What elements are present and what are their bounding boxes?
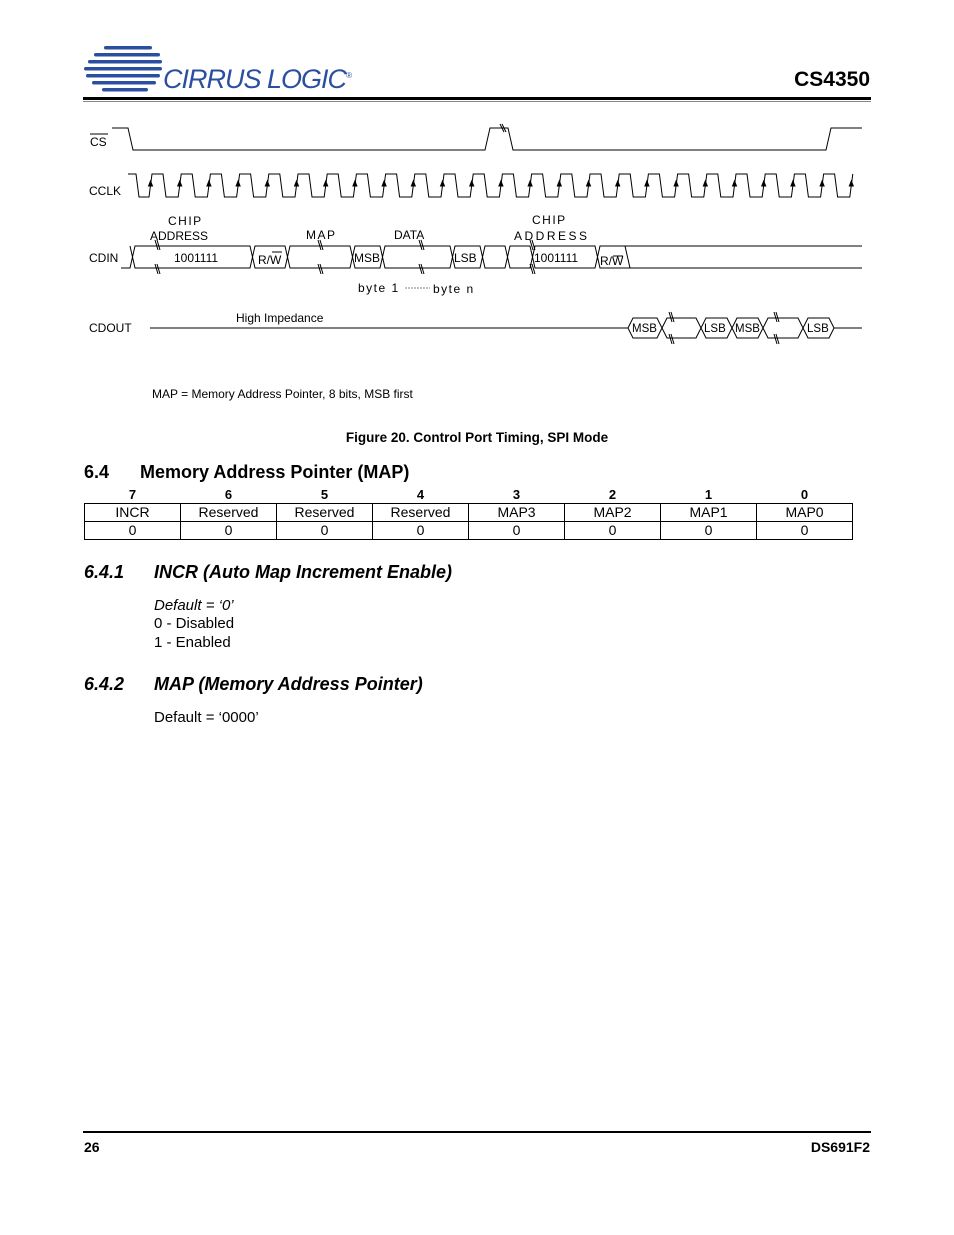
rising-edge-arrow xyxy=(324,181,328,186)
header-divider xyxy=(83,97,871,100)
rising-edge-arrow xyxy=(703,181,707,186)
section-heading xyxy=(84,462,409,483)
header-divider-thin xyxy=(83,101,871,102)
bit-default: 0 xyxy=(469,522,565,540)
cdout-lsb-2: LSB xyxy=(807,323,829,335)
cclk-label: CCLK xyxy=(89,184,122,198)
register-table xyxy=(84,486,853,540)
bit-default: 0 xyxy=(565,522,661,540)
bit-number: 4 xyxy=(416,487,425,502)
subsection-title: INCR (Auto Map Increment Enable) xyxy=(154,562,453,582)
footer-divider xyxy=(83,1131,871,1133)
rising-edge-arrow xyxy=(645,181,649,186)
bit-number: 0 xyxy=(800,487,809,502)
rising-edge-arrow xyxy=(470,181,474,186)
cdin-waveform xyxy=(121,246,862,268)
subsection-title: MAP (Memory Address Pointer) xyxy=(154,674,423,694)
rising-edge-arrow xyxy=(382,181,386,186)
rising-edge-arrow xyxy=(733,181,737,186)
rising-edge-arrow xyxy=(353,181,357,186)
subsection-heading-incr xyxy=(84,562,452,583)
rising-edge-arrow xyxy=(674,181,678,186)
bit-number: 2 xyxy=(608,487,617,502)
bit-name: Reserved xyxy=(181,504,277,522)
bit-number: 7 xyxy=(128,487,137,502)
chip-address-label-2b: ADDRESS xyxy=(514,229,590,243)
cdout-msb-2: MSB xyxy=(735,323,760,335)
cdout-label: CDOUT xyxy=(89,321,132,335)
section-title: Memory Address Pointer (MAP) xyxy=(140,462,410,482)
subsection-number: 6.4.2 xyxy=(84,674,125,694)
rising-edge-arrow xyxy=(762,181,766,186)
rw-label-2: R/W xyxy=(600,254,624,268)
company-name: CIRRUS LOGIC® xyxy=(163,64,351,94)
cirrus-logic-logo-icon xyxy=(82,44,164,96)
map-default: Default = ‘0000’ xyxy=(154,709,259,726)
lsb-label: LSB xyxy=(454,251,477,265)
rising-edge-arrow xyxy=(411,181,415,186)
document-id: DS691F2 xyxy=(810,1139,870,1155)
chip-address-label-2a: CHIP xyxy=(532,213,567,227)
bit-name: Reserved xyxy=(277,504,373,522)
rising-edge-arrow xyxy=(236,181,240,186)
rising-edge-arrow xyxy=(441,181,445,186)
map-note: MAP = Memory Address Pointer, 8 bits, MSB first xyxy=(152,387,413,401)
bit-default-row xyxy=(85,522,853,540)
cdout-lsb-1: LSB xyxy=(704,323,726,335)
bit-default: 0 xyxy=(757,522,853,540)
rising-edge-arrow xyxy=(616,181,620,186)
bit-number: 6 xyxy=(224,487,233,502)
bit-name: Reserved xyxy=(373,504,469,522)
bit-number: 3 xyxy=(512,487,521,502)
rw-label-1: R/W xyxy=(258,253,282,267)
address-value-1: 1001111 xyxy=(174,251,219,265)
msb-label: MSB xyxy=(354,251,381,265)
bit-name-row xyxy=(85,504,853,522)
byte-1-label: byte 1 xyxy=(358,281,400,295)
bit-number: 5 xyxy=(320,487,329,502)
bit-name: MAP3 xyxy=(469,504,565,522)
rising-edge-arrow xyxy=(207,181,211,186)
bit-name: MAP2 xyxy=(565,504,661,522)
rising-edge-arrow xyxy=(265,181,269,186)
map-label: MAP xyxy=(306,228,337,242)
bit-default: 0 xyxy=(181,522,277,540)
bit-name: INCR xyxy=(85,504,181,522)
data-label: DATA xyxy=(394,228,425,242)
rising-edge-arrow xyxy=(820,181,824,186)
subsection-heading-map xyxy=(84,674,423,695)
bit-name: MAP1 xyxy=(661,504,757,522)
bit-default: 0 xyxy=(85,522,181,540)
bit-default: 0 xyxy=(661,522,757,540)
cdin-label: CDIN xyxy=(89,251,119,265)
rising-edge-arrow xyxy=(849,181,853,186)
cs-waveform xyxy=(112,128,862,150)
figure-caption: Figure 20. Control Port Timing, SPI Mode xyxy=(345,430,609,445)
subsection-number: 6.4.1 xyxy=(84,562,125,582)
page-number: 26 xyxy=(84,1139,100,1155)
part-number: CS4350 xyxy=(794,68,870,91)
rising-edge-arrow xyxy=(528,181,532,186)
section-number: 6.4 xyxy=(84,462,110,482)
address-value-2: 1001111 xyxy=(534,251,579,265)
rising-edge-arrow xyxy=(791,181,795,186)
rising-edge-arrow xyxy=(499,181,503,186)
bit-name: MAP0 xyxy=(757,504,853,522)
bit-default: 0 xyxy=(277,522,373,540)
incr-option-0: 0 - Disabled xyxy=(154,615,235,632)
cs-label: CS xyxy=(90,135,107,149)
rising-edge-arrow xyxy=(557,181,561,186)
rising-edge-arrow xyxy=(587,181,591,186)
rising-edge-arrow xyxy=(295,181,299,186)
byte-n-label: byte n xyxy=(433,282,475,296)
chip-address-label-1b: ADDRESS xyxy=(150,229,209,243)
bit-default: 0 xyxy=(373,522,469,540)
rising-edge-arrow xyxy=(149,181,153,186)
cdout-msb-1: MSB xyxy=(632,323,657,335)
bit-number: 1 xyxy=(704,487,713,502)
incr-option-1: 1 - Enabled xyxy=(154,634,231,651)
rising-edge-arrow xyxy=(178,181,182,186)
bit-number-row xyxy=(85,486,853,504)
incr-default: Default = ‘0’ xyxy=(154,597,234,614)
spi-timing-diagram xyxy=(0,110,954,360)
high-impedance-label: High Impedance xyxy=(236,311,324,325)
chip-address-label-1a: CHIP xyxy=(168,214,203,228)
